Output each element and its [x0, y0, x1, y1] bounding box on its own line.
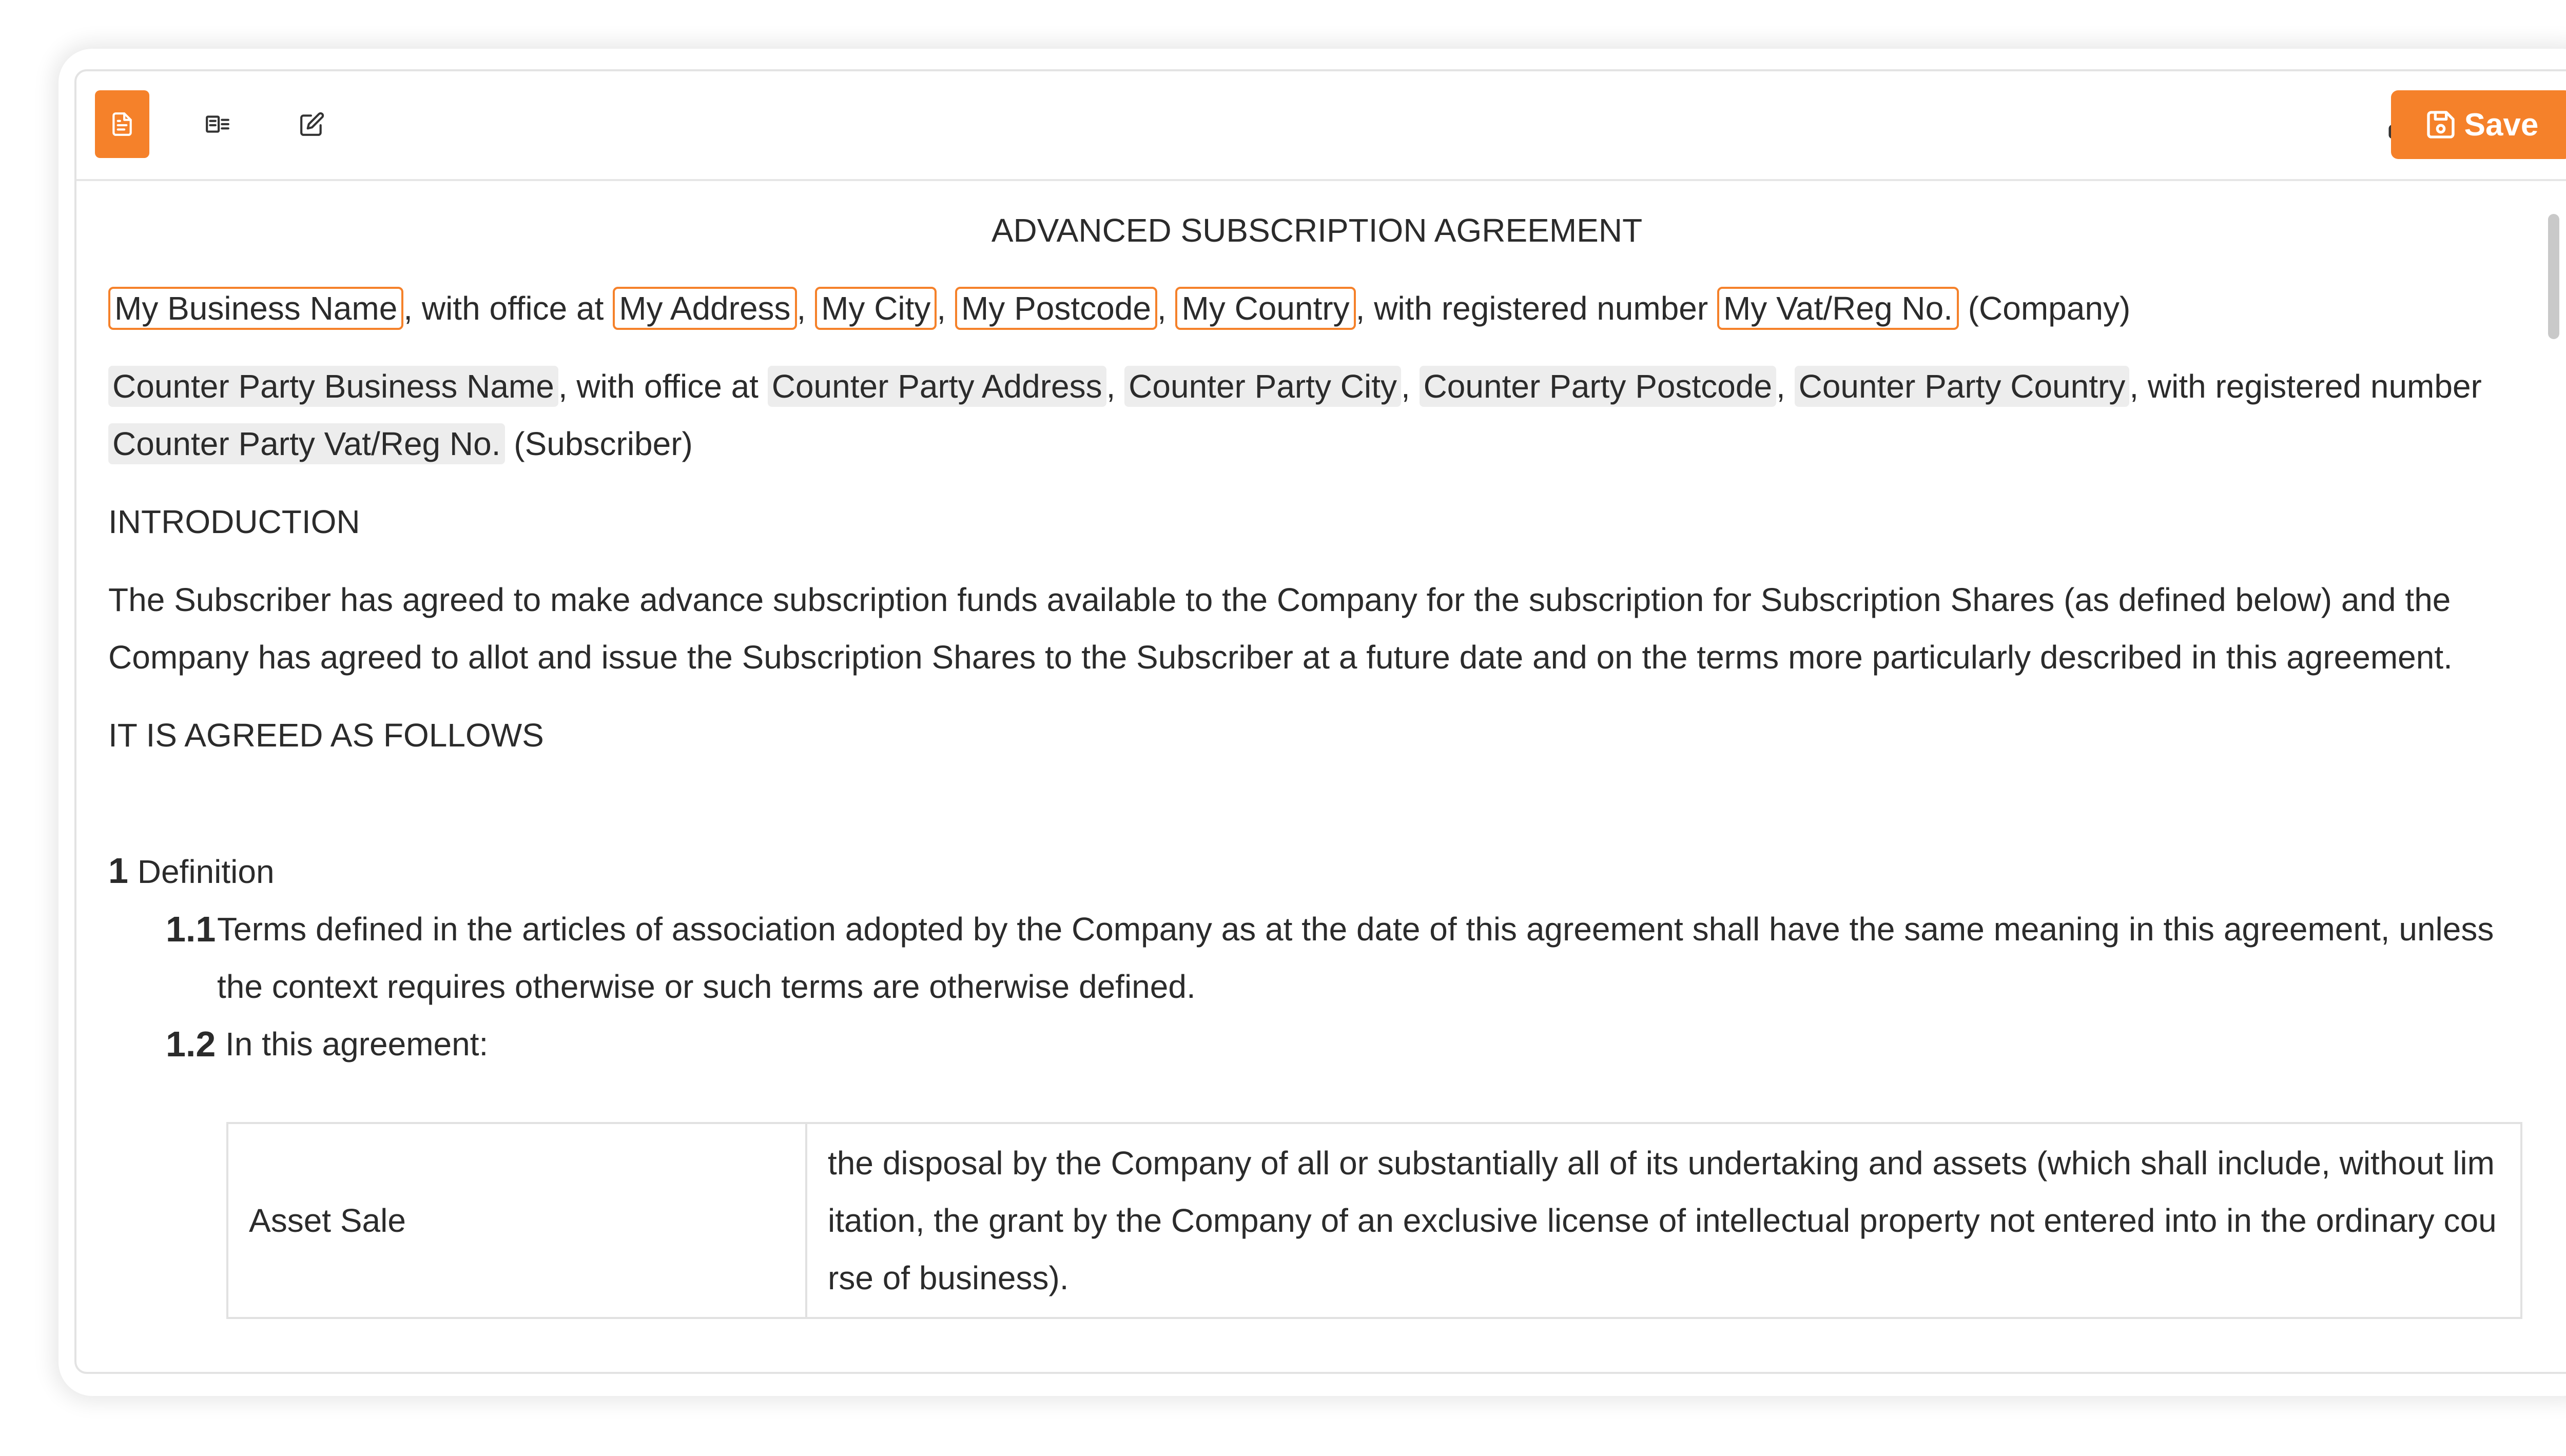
separator: ,	[1157, 290, 1176, 327]
definitions-table	[226, 1122, 2522, 1319]
counter-party-business-name-field[interactable]: Counter Party Business Name	[108, 366, 558, 407]
my-city-field[interactable]: My City	[815, 287, 937, 330]
my-vat-field[interactable]: My Vat/Reg No.	[1717, 287, 1959, 330]
separator: ,	[1106, 368, 1125, 405]
fields-list-icon	[205, 111, 230, 137]
save-button[interactable]	[2391, 90, 2566, 159]
section-title: Definition	[137, 853, 275, 890]
counter-party-city-field[interactable]: Counter Party City	[1124, 366, 1401, 407]
my-postcode-field[interactable]: My Postcode	[955, 287, 1157, 330]
separator: ,	[1776, 368, 1795, 405]
counter-party-vat-field[interactable]: Counter Party Vat/Reg No.	[108, 423, 505, 464]
scrollbar-track[interactable]	[2546, 210, 2559, 1374]
document-view-button[interactable]	[95, 90, 149, 158]
clause-1-2	[108, 1015, 2525, 1073]
party-one-line	[108, 280, 2525, 337]
save-label: Save	[2464, 107, 2539, 143]
edit-icon	[299, 111, 325, 137]
role-label: (Subscriber)	[504, 425, 693, 462]
separator: ,	[1401, 368, 1420, 405]
separator: ,	[937, 290, 955, 327]
document-icon	[109, 111, 135, 137]
role-label: (Company)	[1958, 290, 2131, 327]
separator: ,	[796, 290, 815, 327]
counter-party-postcode-field[interactable]: Counter Party Postcode	[1420, 366, 1776, 407]
definition-term: Asset Sale	[227, 1123, 806, 1318]
static-text: , with office at	[403, 290, 613, 327]
definition-text: the disposal by the Company of all or substantially all of its undertaking and assets (which shall include, without limitation, the grant by the Company of an exclusive license of intellectual property not entered into in the ordinary course of business).	[806, 1123, 2521, 1318]
section-1-heading	[108, 842, 2525, 900]
intro-paragraph: The Subscriber has agreed to make advance subscription funds available to the Company for the subscription for Subscription Shares (as defined below) and the Company has agreed to allot and issue the Subscription Shares to the Subscriber at a future date and on the terms more particularly described in this agreement.	[108, 581, 2453, 676]
clause-1-1	[108, 900, 2525, 1015]
toolbar	[76, 71, 2566, 181]
my-business-name-field[interactable]: My Business Name	[108, 287, 403, 330]
counter-party-address-field[interactable]: Counter Party Address	[768, 366, 1106, 407]
edit-button[interactable]	[285, 90, 339, 158]
scrollbar-thumb[interactable]	[2548, 214, 2559, 339]
clause-text: Terms defined in the articles of association adopted by the Company as at the date of this agreement shall have the same meaning in this agreement, unless the context requires otherwise or such terms are otherwise defined.	[217, 911, 2494, 1005]
clause-number: 1.2	[166, 1024, 216, 1064]
static-text: , with registered number	[1355, 290, 1717, 327]
my-country-field[interactable]: My Country	[1175, 287, 1355, 330]
party-two-line	[108, 358, 2525, 473]
document-editor	[74, 69, 2566, 1374]
section-number: 1	[108, 851, 128, 891]
clause-text: In this agreement:	[225, 1026, 489, 1063]
my-address-field[interactable]: My Address	[613, 287, 796, 330]
document-title: ADVANCED SUBSCRIPTION AGREEMENT	[991, 212, 1643, 249]
counter-party-country-field[interactable]: Counter Party Country	[1795, 366, 2130, 407]
clause-number: 1.1	[166, 909, 216, 949]
table-row	[227, 1123, 2521, 1318]
static-text: , with registered number	[2129, 368, 2482, 405]
intro-heading: INTRODUCTION	[108, 503, 360, 540]
fields-view-button[interactable]	[190, 90, 245, 158]
floppy-disk-icon	[2424, 108, 2457, 141]
static-text: , with office at	[558, 368, 768, 405]
agreed-heading: IT IS AGREED AS FOLLOWS	[108, 717, 544, 754]
